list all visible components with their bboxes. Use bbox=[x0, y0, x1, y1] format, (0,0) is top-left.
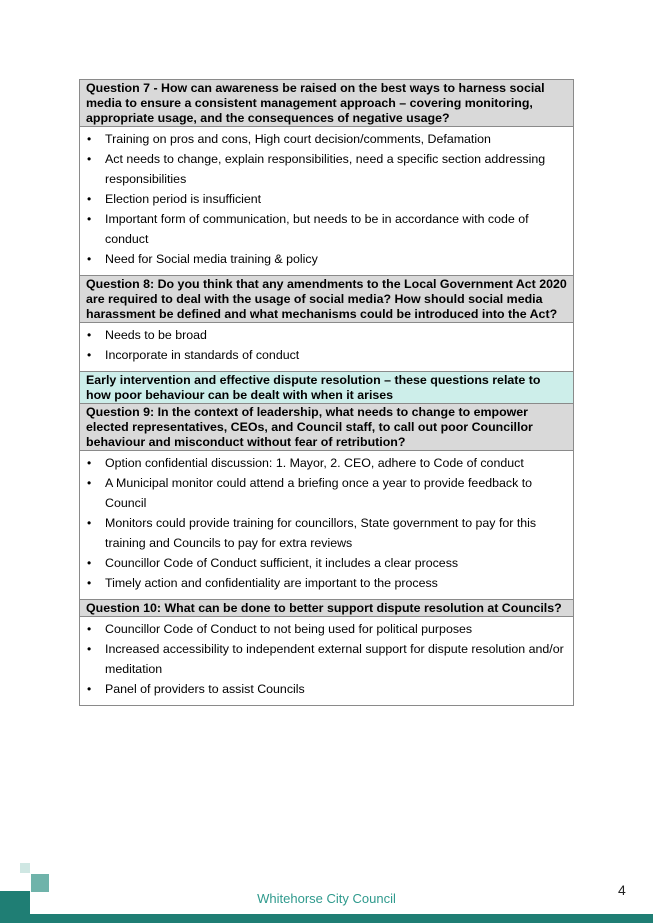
list-item: • Increased accessibility to independent external support for dispute resolution and/or meditation bbox=[105, 639, 569, 679]
section-header-dispute-resolution: Early intervention and effective dispute resolution – these questions relate to how poor behaviour can be dealt with when it arises bbox=[80, 372, 573, 404]
list-item: • Incorporate in standards of conduct bbox=[105, 345, 569, 365]
list-item: • Needs to be broad bbox=[105, 325, 569, 345]
list-item: • Councillor Code of Conduct to not being used for political purposes bbox=[105, 619, 569, 639]
list-item: • Monitors could provide training for councillors, State government to pay for this training and Councils to pay for extra reviews bbox=[105, 513, 569, 553]
question-7-answers bbox=[80, 127, 573, 276]
footer-organisation: Whitehorse City Council bbox=[257, 891, 396, 906]
list-item: • Option confidential discussion: 1. Mayor, 2. CEO, adhere to Code of conduct bbox=[105, 453, 569, 473]
list-item: • Timely action and confidentiality are important to the process bbox=[105, 573, 569, 593]
question-8-header: Question 8: Do you think that any amendments to the Local Government Act 2020 are required to deal with the usage of social media? How should social media harassment be defined and what mechanisms could be introduced into the Act? bbox=[80, 276, 573, 323]
list-item: • Need for Social media training & policy bbox=[105, 249, 569, 269]
list-item: • A Municipal monitor could attend a briefing once a year to provide feedback to Council bbox=[105, 473, 569, 513]
list-item: • Panel of providers to assist Councils bbox=[105, 679, 569, 699]
footer-bar bbox=[0, 914, 653, 923]
list-item: • Training on pros and cons, High court decision/comments, Defamation bbox=[105, 129, 569, 149]
list-item: • Councillor Code of Conduct sufficient, it includes a clear process bbox=[105, 553, 569, 573]
question-7-header: Question 7 - How can awareness be raised on the best ways to harness social media to ensure a consistent management approach – covering monitoring, appropriate usage, and the consequences of negative usage? bbox=[80, 80, 573, 127]
question-9-header: Question 9: In the context of leadership, what needs to change to empower elected representatives, CEOs, and Council staff, to call out poor Councillor behaviour and misconduct without fear of retribution? bbox=[80, 404, 573, 451]
question-8-answers bbox=[80, 323, 573, 372]
consultation-table bbox=[79, 79, 574, 706]
list-item: • Important form of communication, but needs to be in accordance with code of conduct bbox=[105, 209, 569, 249]
question-9-answers bbox=[80, 451, 573, 600]
question-10-header: Question 10: What can be done to better support dispute resolution at Councils? bbox=[80, 600, 573, 617]
brand-square bbox=[31, 874, 49, 892]
brand-square bbox=[20, 863, 30, 873]
list-item: • Election period is insufficient bbox=[105, 189, 569, 209]
question-10-answers bbox=[80, 617, 573, 705]
page-number: 4 bbox=[618, 882, 626, 898]
list-item: • Act needs to change, explain responsibilities, need a specific section addressing responsibilities bbox=[105, 149, 569, 189]
